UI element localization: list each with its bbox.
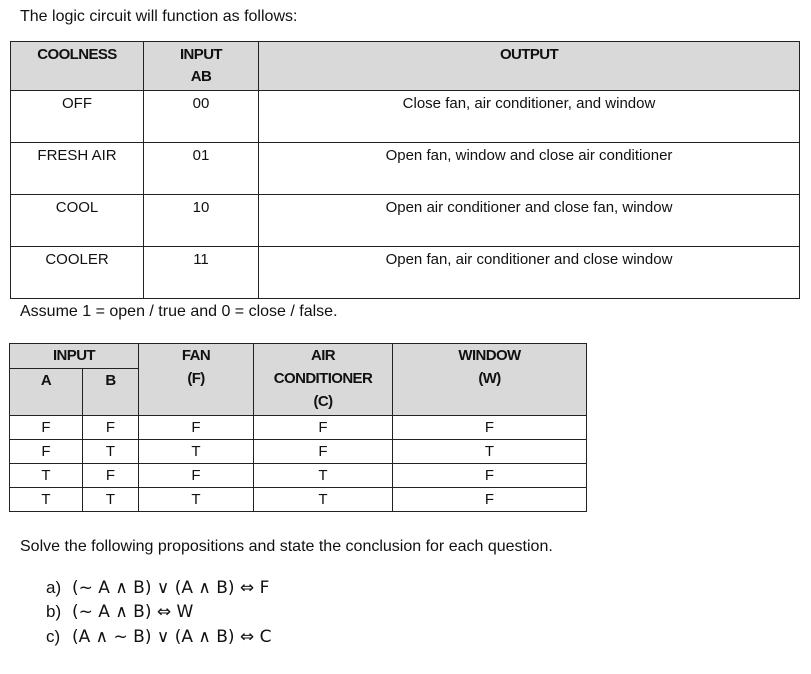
header-b: B — [83, 369, 139, 416]
header-coolness: COOLNESS — [11, 42, 144, 91]
question-label: a) — [46, 578, 62, 597]
table-row — [10, 416, 587, 440]
table-row — [10, 464, 587, 488]
header-output: OUTPUT — [259, 42, 800, 91]
cell-output: Open air conditioner and close fan, window — [259, 195, 800, 247]
cell-b: T — [83, 488, 139, 512]
cell-a: T — [10, 488, 83, 512]
cell-window: F — [393, 464, 587, 488]
table-header-row — [11, 42, 800, 91]
cell-ac: T — [254, 464, 393, 488]
header-ac-line: AIR — [310, 347, 336, 364]
header-air-conditioner — [254, 344, 393, 416]
cell-b: F — [83, 464, 139, 488]
intro-text: The logic circuit will function as follows: — [20, 8, 298, 25]
cell-coolness: FRESH AIR — [11, 143, 144, 195]
cell-ac: F — [254, 416, 393, 440]
cell-a: T — [10, 464, 83, 488]
cell-fan: T — [139, 488, 254, 512]
header-window-line: (W) — [478, 370, 501, 387]
cell-input: 10 — [144, 195, 259, 247]
cell-fan: T — [139, 440, 254, 464]
cell-a: F — [10, 440, 83, 464]
table-row — [11, 91, 800, 143]
cell-output: Close fan, air conditioner, and window — [259, 91, 800, 143]
header-window-line: WINDOW — [458, 347, 521, 364]
question-label: b) — [46, 602, 62, 621]
question-label: c) — [46, 627, 61, 646]
cell-ac: F — [254, 440, 393, 464]
cell-window: F — [393, 488, 587, 512]
cell-coolness: OFF — [11, 91, 144, 143]
header-a: A — [10, 369, 83, 416]
cell-window: T — [393, 440, 587, 464]
cell-input: 01 — [144, 143, 259, 195]
instruction-text: Solve the following propositions and state the conclusion for each question. — [20, 538, 553, 555]
coolness-table — [10, 41, 800, 299]
question-c — [46, 627, 271, 647]
table-row — [11, 143, 800, 195]
header-fan-line: (F) — [187, 370, 205, 387]
table-row — [10, 440, 587, 464]
cell-window: F — [393, 416, 587, 440]
cell-output: Open fan, window and close air conditioner — [259, 143, 800, 195]
table-row — [10, 488, 587, 512]
table-header-row — [10, 344, 587, 369]
header-window — [393, 344, 587, 416]
header-fan — [139, 344, 254, 416]
cell-coolness: COOLER — [11, 247, 144, 299]
cell-b: F — [83, 416, 139, 440]
table-row — [11, 247, 800, 299]
question-expression: (~ A ∧ B) ∨ (A ∧ B) ⇔ F — [72, 578, 270, 598]
header-fan-line: FAN — [181, 347, 211, 364]
cell-input: 00 — [144, 91, 259, 143]
cell-ac: T — [254, 488, 393, 512]
cell-fan: F — [139, 464, 254, 488]
cell-input: 11 — [144, 247, 259, 299]
table-row — [11, 195, 800, 247]
assumption-text: Assume 1 = open / true and 0 = close / false. — [20, 303, 338, 320]
cell-a: F — [10, 416, 83, 440]
question-a — [46, 578, 269, 598]
question-expression: (~ A ∧ B) ⇔ W — [72, 602, 194, 622]
cell-coolness: COOL — [11, 195, 144, 247]
header-ac-line: CONDITIONER — [273, 370, 373, 387]
question-expression: (A ∧ ~ B) ∨ (A ∧ B) ⇔ C — [72, 627, 272, 647]
header-input — [144, 42, 259, 91]
header-ac-line: (C) — [313, 393, 333, 410]
cell-output: Open fan, air conditioner and close window — [259, 247, 800, 299]
cell-b: T — [83, 440, 139, 464]
header-input-label: INPUT — [179, 46, 222, 63]
question-b — [46, 602, 193, 622]
header-input-ab: AB — [190, 68, 212, 85]
header-input: INPUT — [10, 344, 139, 369]
cell-fan: F — [139, 416, 254, 440]
truth-table — [9, 343, 587, 512]
